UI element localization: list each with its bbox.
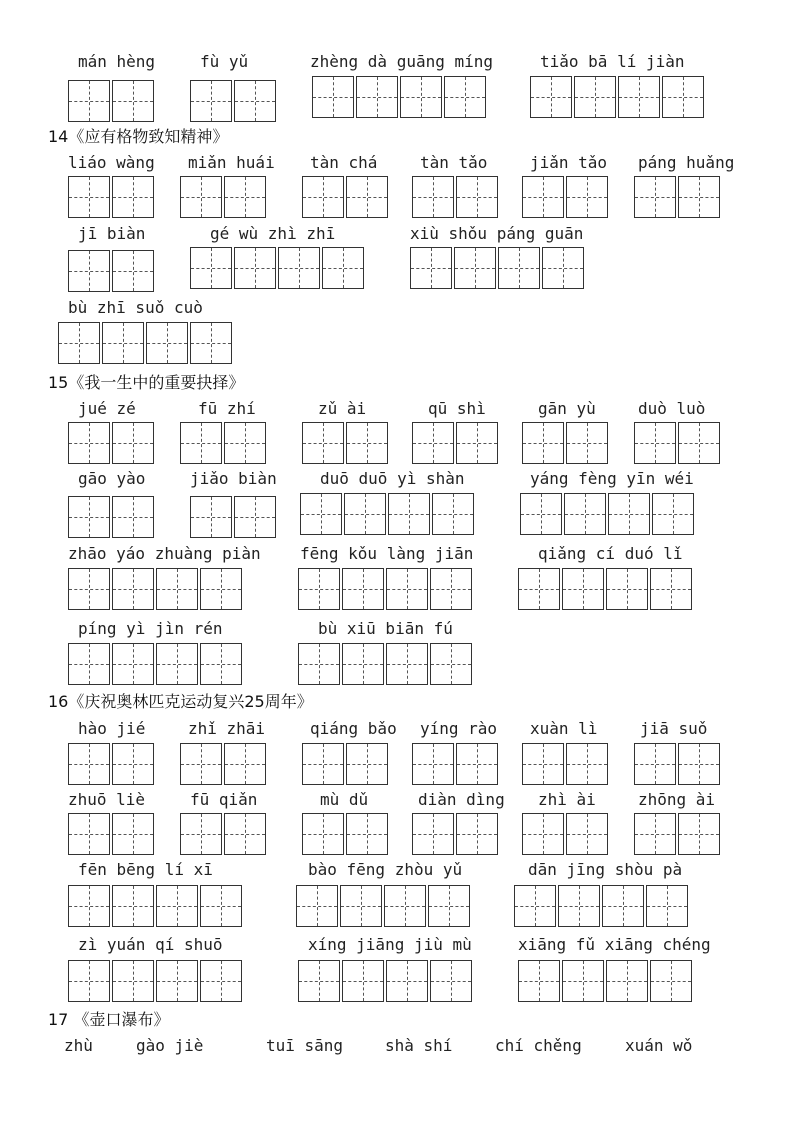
- pinyin-label: tiǎo bā lí jiàn: [540, 52, 685, 71]
- writing-cell[interactable]: [356, 76, 398, 118]
- pinyin-label: xiù shǒu páng guān: [410, 224, 584, 243]
- writing-grid: [302, 813, 388, 855]
- pinyin-label: fū zhí: [198, 399, 256, 418]
- writing-cell[interactable]: [112, 813, 154, 855]
- pinyin-label: zhù: [64, 1036, 93, 1055]
- pinyin-label: chí chěng: [495, 1036, 582, 1055]
- writing-cell[interactable]: [68, 885, 110, 927]
- pinyin-label: tuī sāng: [266, 1036, 344, 1055]
- writing-cell[interactable]: [278, 247, 320, 289]
- writing-cell[interactable]: [520, 493, 562, 535]
- writing-cell[interactable]: [340, 885, 382, 927]
- writing-grid: [68, 643, 242, 685]
- writing-cell[interactable]: [190, 247, 232, 289]
- writing-grid: [302, 743, 388, 785]
- writing-cell[interactable]: [384, 885, 426, 927]
- pinyin-label: jī biàn: [78, 224, 146, 243]
- writing-cell[interactable]: [346, 813, 388, 855]
- writing-grid: [68, 422, 154, 464]
- writing-cell[interactable]: [400, 76, 442, 118]
- writing-cell[interactable]: [346, 176, 388, 218]
- writing-cell[interactable]: [650, 568, 692, 610]
- pinyin-label: tàn tǎo: [420, 153, 488, 172]
- writing-cell[interactable]: [634, 743, 676, 785]
- writing-cell[interactable]: [224, 813, 266, 855]
- writing-grid: [634, 813, 720, 855]
- writing-cell[interactable]: [180, 176, 222, 218]
- pinyin-label: páng huǎng: [638, 153, 735, 172]
- writing-cell[interactable]: [430, 643, 472, 685]
- writing-cell[interactable]: [412, 743, 454, 785]
- pinyin-label: fù yǔ: [200, 52, 249, 71]
- writing-cell[interactable]: [112, 885, 154, 927]
- pinyin-label: jiā suǒ: [640, 719, 708, 738]
- pinyin-label: gāo yào: [78, 469, 146, 488]
- writing-cell[interactable]: [298, 568, 340, 610]
- writing-cell[interactable]: [564, 493, 606, 535]
- pinyin-label: gào jiè: [136, 1036, 204, 1055]
- writing-cell[interactable]: [412, 176, 454, 218]
- pinyin-label: hào jié: [78, 719, 146, 738]
- pinyin-label: fū qiǎn: [190, 790, 258, 809]
- writing-cell[interactable]: [444, 76, 486, 118]
- writing-cell[interactable]: [112, 568, 154, 610]
- writing-cell[interactable]: [322, 247, 364, 289]
- writing-cell[interactable]: [296, 885, 338, 927]
- writing-cell[interactable]: [558, 885, 600, 927]
- writing-cell[interactable]: [456, 813, 498, 855]
- writing-cell[interactable]: [574, 76, 616, 118]
- writing-grid: [68, 250, 154, 292]
- writing-cell[interactable]: [302, 813, 344, 855]
- writing-cell[interactable]: [180, 813, 222, 855]
- pinyin-label: duò luò: [638, 399, 706, 418]
- writing-cell[interactable]: [68, 643, 110, 685]
- writing-cell[interactable]: [200, 885, 242, 927]
- writing-cell[interactable]: [514, 885, 556, 927]
- writing-grid: [298, 643, 472, 685]
- writing-cell[interactable]: [646, 885, 688, 927]
- writing-cell[interactable]: [102, 322, 144, 364]
- writing-grid: [190, 496, 276, 538]
- writing-grid: [412, 422, 498, 464]
- pinyin-label: píng yì jìn rén: [78, 619, 223, 638]
- writing-cell[interactable]: [302, 176, 344, 218]
- writing-cell[interactable]: [68, 743, 110, 785]
- pinyin-label: fēng kǒu làng jiān: [300, 544, 474, 563]
- writing-cell[interactable]: [112, 250, 154, 292]
- writing-cell[interactable]: [156, 885, 198, 927]
- writing-grid: [68, 743, 154, 785]
- writing-cell[interactable]: [432, 493, 474, 535]
- writing-cell[interactable]: [428, 885, 470, 927]
- writing-cell[interactable]: [522, 422, 564, 464]
- writing-cell[interactable]: [68, 960, 110, 1002]
- section-title: 15《我一生中的重要抉择》: [48, 373, 245, 392]
- writing-cell[interactable]: [542, 247, 584, 289]
- pinyin-label: jiǎn tǎo: [530, 153, 608, 172]
- writing-cell[interactable]: [430, 568, 472, 610]
- writing-grid: [410, 247, 584, 289]
- writing-cell[interactable]: [180, 422, 222, 464]
- writing-cell[interactable]: [386, 568, 428, 610]
- pinyin-label: jiǎo biàn: [190, 469, 277, 488]
- writing-grid: [312, 76, 486, 118]
- writing-grid: [302, 176, 388, 218]
- writing-cell[interactable]: [112, 496, 154, 538]
- pinyin-label: zhāo yáo zhuàng piàn: [68, 544, 261, 563]
- writing-cell[interactable]: [68, 813, 110, 855]
- writing-cell[interactable]: [112, 80, 154, 122]
- writing-cell[interactable]: [224, 176, 266, 218]
- pinyin-label: jué zé: [78, 399, 136, 418]
- writing-cell[interactable]: [522, 813, 564, 855]
- writing-grid: [300, 493, 474, 535]
- writing-grid: [190, 80, 276, 122]
- writing-grid: [180, 743, 266, 785]
- writing-grid: [412, 743, 498, 785]
- writing-cell[interactable]: [678, 813, 720, 855]
- writing-cell[interactable]: [298, 643, 340, 685]
- writing-grid: [68, 885, 242, 927]
- writing-cell[interactable]: [312, 76, 354, 118]
- writing-cell[interactable]: [562, 568, 604, 610]
- writing-grid: [518, 960, 692, 1002]
- pinyin-label: miǎn huái: [188, 153, 275, 172]
- writing-cell[interactable]: [342, 643, 384, 685]
- writing-grid: [530, 76, 704, 118]
- writing-cell[interactable]: [112, 422, 154, 464]
- writing-grid: [514, 885, 688, 927]
- writing-cell[interactable]: [342, 568, 384, 610]
- writing-cell[interactable]: [410, 247, 452, 289]
- pinyin-label: mù dǔ: [320, 790, 369, 809]
- pinyin-label: xíng jiāng jiù mù: [308, 935, 472, 954]
- writing-cell[interactable]: [606, 568, 648, 610]
- pinyin-label: liáo wàng: [68, 153, 155, 172]
- writing-cell[interactable]: [650, 960, 692, 1002]
- pinyin-label: gé wù zhì zhī: [210, 224, 336, 243]
- section-title: 14《应有格物致知精神》: [48, 127, 229, 146]
- writing-cell[interactable]: [68, 250, 110, 292]
- pinyin-label: xiāng fǔ xiāng chéng: [518, 935, 711, 954]
- writing-cell[interactable]: [156, 960, 198, 1002]
- pinyin-label: fēn bēng lí xī: [78, 860, 213, 879]
- writing-cell[interactable]: [388, 493, 430, 535]
- writing-cell[interactable]: [146, 322, 188, 364]
- writing-grid: [68, 496, 154, 538]
- writing-cell[interactable]: [156, 643, 198, 685]
- writing-cell[interactable]: [412, 422, 454, 464]
- writing-grid: [412, 813, 498, 855]
- writing-grid: [634, 422, 720, 464]
- pinyin-label: zì yuán qí shuō: [78, 935, 223, 954]
- writing-cell[interactable]: [606, 960, 648, 1002]
- pinyin-label: xuàn lì: [530, 719, 598, 738]
- writing-grid: [296, 885, 470, 927]
- writing-cell[interactable]: [68, 422, 110, 464]
- writing-cell[interactable]: [566, 813, 608, 855]
- writing-cell[interactable]: [346, 743, 388, 785]
- pinyin-label: diàn dìng: [418, 790, 505, 809]
- pinyin-label: gān yù: [538, 399, 596, 418]
- writing-cell[interactable]: [634, 813, 676, 855]
- pinyin-label: tàn chá: [310, 153, 378, 172]
- pinyin-label: bào fēng zhòu yǔ: [308, 860, 463, 879]
- section-title: 17 《壶口瀑布》: [48, 1010, 170, 1029]
- pinyin-label: zhì ài: [538, 790, 596, 809]
- pinyin-label: mán hèng: [78, 52, 156, 71]
- writing-grid: [518, 568, 692, 610]
- writing-cell[interactable]: [58, 322, 100, 364]
- writing-cell[interactable]: [566, 176, 608, 218]
- writing-cell[interactable]: [190, 496, 232, 538]
- writing-grid: [58, 322, 232, 364]
- writing-cell[interactable]: [634, 176, 676, 218]
- writing-grid: [522, 743, 608, 785]
- writing-grid: [180, 813, 266, 855]
- writing-cell[interactable]: [200, 643, 242, 685]
- writing-cell[interactable]: [566, 743, 608, 785]
- writing-grid: [302, 422, 388, 464]
- writing-cell[interactable]: [430, 960, 472, 1002]
- writing-cell[interactable]: [456, 422, 498, 464]
- pinyin-label: zǔ ài: [318, 399, 367, 418]
- writing-grid: [68, 80, 154, 122]
- writing-cell[interactable]: [112, 960, 154, 1002]
- pinyin-label: qū shì: [428, 399, 486, 418]
- writing-cell[interactable]: [190, 322, 232, 364]
- writing-grid: [190, 247, 364, 289]
- writing-cell[interactable]: [302, 743, 344, 785]
- writing-cell[interactable]: [454, 247, 496, 289]
- writing-cell[interactable]: [302, 422, 344, 464]
- pinyin-label: yáng fèng yīn wéi: [530, 469, 694, 488]
- writing-cell[interactable]: [518, 960, 560, 1002]
- writing-grid: [68, 960, 242, 1002]
- writing-grid: [298, 960, 472, 1002]
- writing-cell[interactable]: [562, 960, 604, 1002]
- pinyin-label: bù xiū biān fú: [318, 619, 453, 638]
- writing-grid: [634, 176, 720, 218]
- section-title: 16《庆祝奥林匹克运动复兴25周年》: [48, 692, 313, 711]
- writing-grid: [412, 176, 498, 218]
- pinyin-label: yíng rào: [420, 719, 498, 738]
- pinyin-label: bù zhī suǒ cuò: [68, 298, 203, 317]
- writing-cell[interactable]: [224, 743, 266, 785]
- writing-cell[interactable]: [386, 643, 428, 685]
- pinyin-label: zhuō liè: [68, 790, 146, 809]
- writing-cell[interactable]: [234, 247, 276, 289]
- writing-cell[interactable]: [608, 493, 650, 535]
- writing-cell[interactable]: [112, 743, 154, 785]
- pinyin-label: shà shí: [385, 1036, 453, 1055]
- writing-cell[interactable]: [678, 176, 720, 218]
- writing-cell[interactable]: [300, 493, 342, 535]
- writing-cell[interactable]: [530, 76, 572, 118]
- writing-grid: [634, 743, 720, 785]
- writing-cell[interactable]: [456, 176, 498, 218]
- writing-grid: [298, 568, 472, 610]
- writing-grid: [522, 813, 608, 855]
- writing-grid: [180, 422, 266, 464]
- pinyin-label: qiǎng cí duó lǐ: [538, 544, 683, 563]
- writing-cell[interactable]: [224, 422, 266, 464]
- writing-grid: [68, 176, 154, 218]
- writing-cell[interactable]: [234, 496, 276, 538]
- writing-cell[interactable]: [200, 568, 242, 610]
- writing-cell[interactable]: [200, 960, 242, 1002]
- pinyin-label: qiáng bǎo: [310, 719, 397, 738]
- pinyin-label: zhèng dà guāng míng: [310, 52, 494, 71]
- writing-cell[interactable]: [346, 422, 388, 464]
- writing-cell[interactable]: [498, 247, 540, 289]
- writing-grid: [522, 176, 608, 218]
- writing-cell[interactable]: [386, 960, 428, 1002]
- writing-cell[interactable]: [156, 568, 198, 610]
- writing-cell[interactable]: [298, 960, 340, 1002]
- writing-cell[interactable]: [68, 568, 110, 610]
- writing-cell[interactable]: [662, 76, 704, 118]
- writing-grid: [520, 493, 694, 535]
- writing-cell[interactable]: [412, 813, 454, 855]
- writing-cell[interactable]: [652, 493, 694, 535]
- pinyin-label: duō duō yì shàn: [320, 469, 465, 488]
- writing-cell[interactable]: [678, 422, 720, 464]
- pinyin-label: dān jīng shòu pà: [528, 860, 683, 879]
- writing-cell[interactable]: [522, 176, 564, 218]
- pinyin-label: zhǐ zhāi: [188, 719, 266, 738]
- writing-cell[interactable]: [112, 643, 154, 685]
- writing-cell[interactable]: [68, 80, 110, 122]
- pinyin-label: zhōng ài: [638, 790, 716, 809]
- writing-cell[interactable]: [190, 80, 232, 122]
- writing-cell[interactable]: [678, 743, 720, 785]
- writing-cell[interactable]: [456, 743, 498, 785]
- writing-cell[interactable]: [68, 176, 110, 218]
- writing-cell[interactable]: [618, 76, 660, 118]
- writing-cell[interactable]: [518, 568, 560, 610]
- writing-grid: [522, 422, 608, 464]
- writing-cell[interactable]: [234, 80, 276, 122]
- pinyin-label: xuán wǒ: [625, 1036, 693, 1055]
- writing-cell[interactable]: [180, 743, 222, 785]
- writing-grid: [68, 568, 242, 610]
- writing-cell[interactable]: [566, 422, 608, 464]
- writing-cell[interactable]: [68, 496, 110, 538]
- writing-cell[interactable]: [112, 176, 154, 218]
- writing-cell[interactable]: [342, 960, 384, 1002]
- writing-cell[interactable]: [522, 743, 564, 785]
- writing-cell[interactable]: [634, 422, 676, 464]
- writing-grid: [68, 813, 154, 855]
- writing-cell[interactable]: [344, 493, 386, 535]
- writing-cell[interactable]: [602, 885, 644, 927]
- writing-grid: [180, 176, 266, 218]
